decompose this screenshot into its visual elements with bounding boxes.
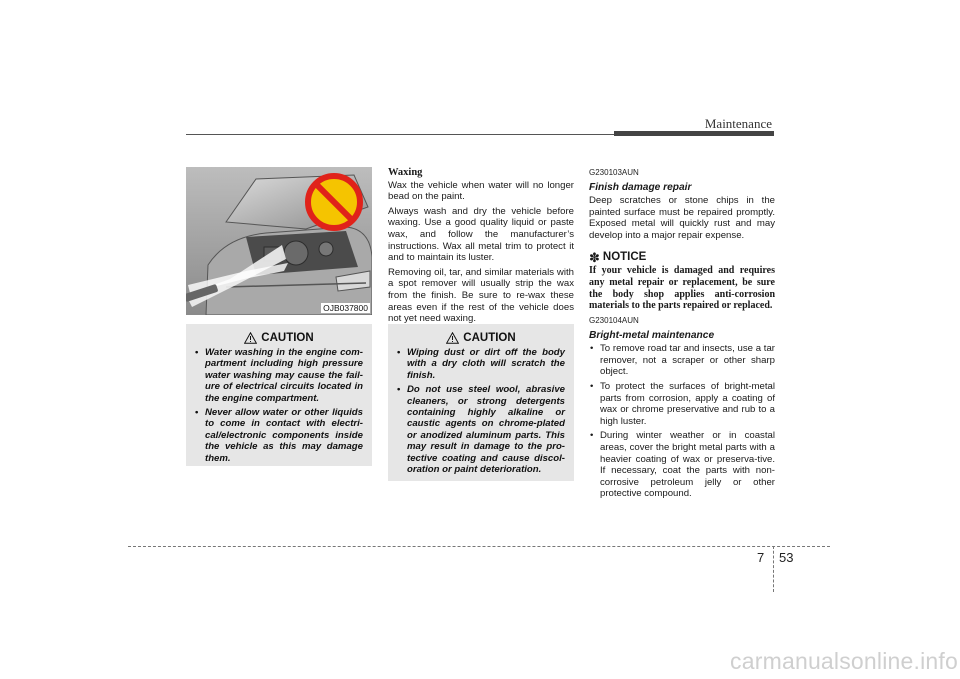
bright-metal-heading: Bright-metal maintenance <box>589 329 715 341</box>
waxing-heading: Waxing <box>388 167 423 178</box>
section-code: G230104AUN <box>589 315 639 325</box>
footer-dashed-rule <box>128 546 830 547</box>
bright-metal-list <box>589 343 775 500</box>
page-number: 53 <box>779 550 794 565</box>
header-rule <box>186 134 614 135</box>
list-item: • To protect the surfaces of bright-metal parts from corrosion, apply a coating of wax or chrome preservative and rub to a high luster. <box>589 381 775 427</box>
waxing-paragraph: Wax the vehicle when water will no longer bead on the paint. <box>388 179 574 203</box>
finish-damage-heading: Finish damage repair <box>589 181 692 193</box>
section-title: Maintenance <box>704 116 772 131</box>
engine-wash-image <box>186 167 372 315</box>
waxing-paragraph: Always wash and dry the vehicle before waxing. Use a good quality liquid or paste wax, and follow the manufacturer’s instructions. Wax all metal trim to protect it and to maintain its luster. <box>388 205 574 264</box>
chapter-number: 7 <box>757 550 765 565</box>
caution-list <box>195 347 363 464</box>
repair-column <box>589 167 775 503</box>
finish-damage-paragraph: Deep scratches or stone chips in the painted surface must be repaired promptly. Exposed metal will quickly rust and may develop into a major repair expense. <box>589 195 775 241</box>
caution-box-engine-washing <box>186 324 372 466</box>
caution-item: • Never allow water or other liquids to come in contact with electri-cal/electronic components inside the vehicle as this may damage them. <box>195 407 363 464</box>
list-item: • To remove road tar and insects, use a tar remover, not a scraper or other sharp object. <box>589 343 775 378</box>
list-item: • During winter weather or in coastal areas, cover the bright metal parts with a heavier coating of wax or preserva-tive. If necessary, coat the parts with non-corrosive petroleum jelly or other protective compound. <box>589 430 775 500</box>
caution-item: • Water washing in the engine com-partment including high pressure water washing may cause the fail-ure of electrical circuits located in the engine compartment. <box>195 347 363 404</box>
figure-code: OJB037800 <box>323 303 368 313</box>
waxing-column <box>388 167 574 328</box>
caution-box-cleaning <box>388 324 574 481</box>
caution-item: • Do not use steel wool, abrasive cleaners, or strong detergents containing highly alkaline or caustic agents on chrome-plated or anodized aluminum parts. This may result in damage to the pro-tective coating and cause discol-oration or paint deterioration. <box>397 384 565 475</box>
notice-body: If your vehicle is damaged and requires any metal repair or replacement, be sure the body shop applies anti-corrosion materials to the parts repaired or replaced. <box>589 265 775 312</box>
notice-heading <box>589 249 775 265</box>
section-code: G230103AUN <box>589 168 639 177</box>
caution-item: • Wiping dust or dirt off the body with a dry cloth will scratch the finish. <box>397 347 565 381</box>
engine-wash-illustration <box>186 167 372 315</box>
notice-star-icon: ✽ <box>589 249 600 265</box>
notice-title: NOTICE <box>602 250 647 263</box>
footer-vertical-dash <box>773 546 774 592</box>
caution-title: CAUTION <box>261 332 314 344</box>
waxing-paragraph: Removing oil, tar, and similar materials with a spot remover will usually strip the wax from the finish. Be sure to re-wax these areas even if the rest of the vehicle does not yet need waxing. <box>388 266 574 325</box>
header-bar <box>614 131 774 136</box>
caution-list <box>397 347 565 475</box>
watermark: carmanualsonline.info <box>730 648 958 674</box>
warning-triangle-icon <box>244 332 257 344</box>
caution-title: CAUTION <box>463 332 516 344</box>
warning-triangle-icon <box>446 332 459 344</box>
